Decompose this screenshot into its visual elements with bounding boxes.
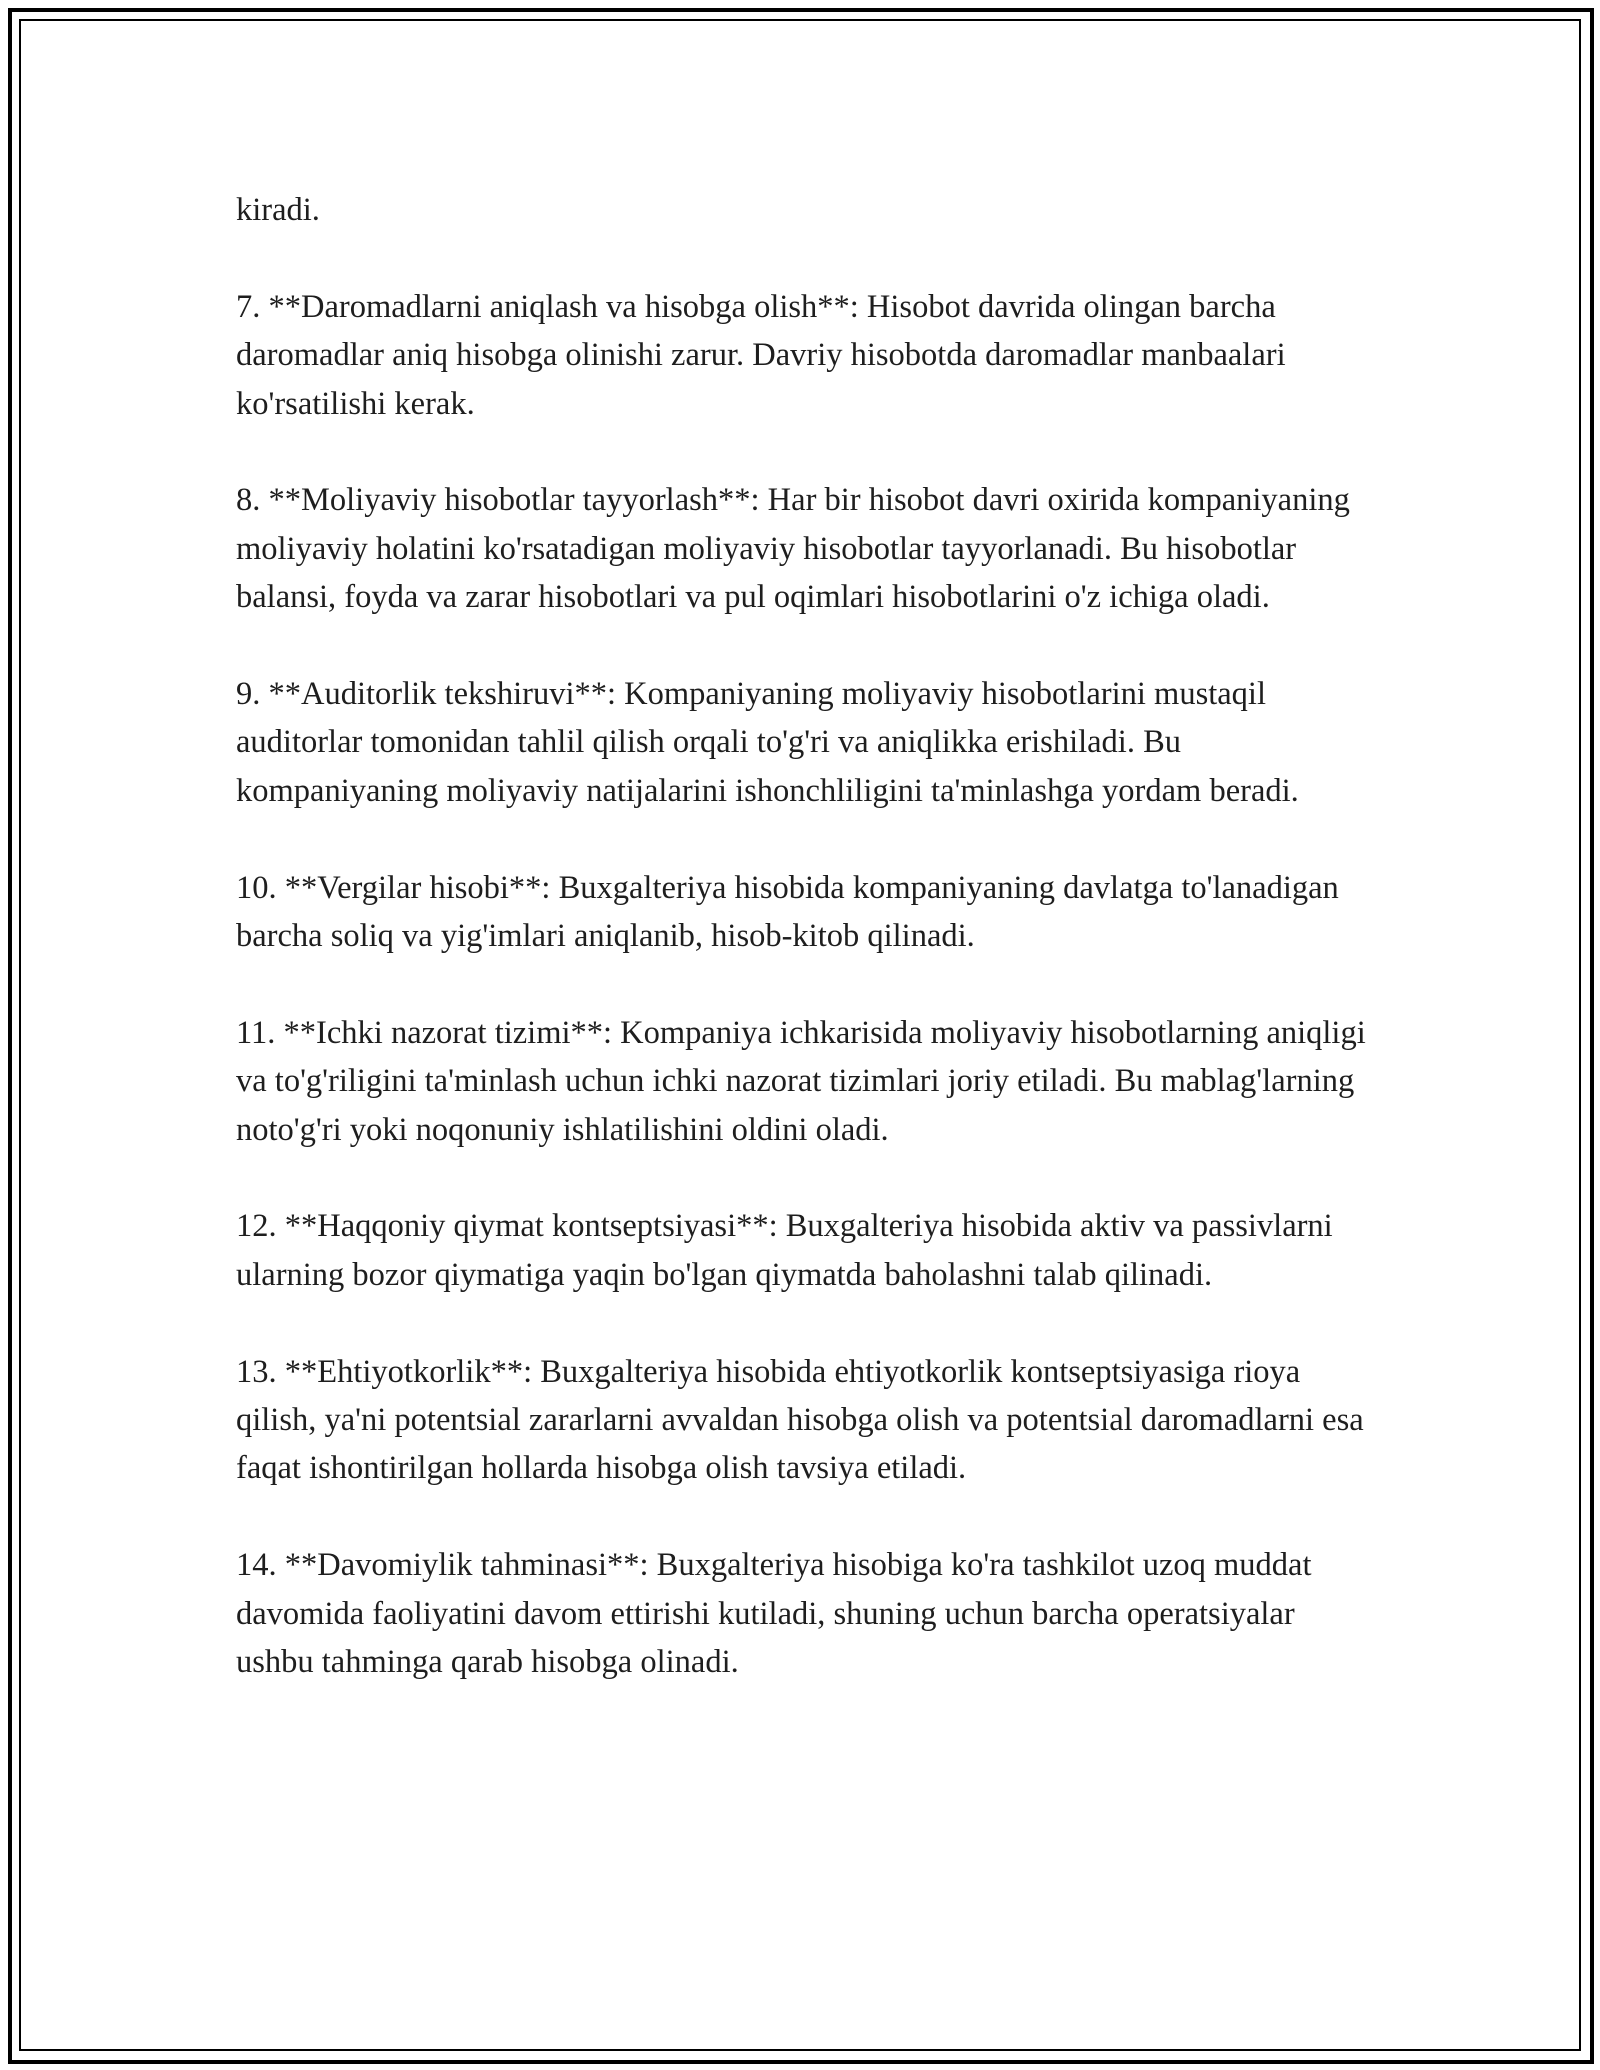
paragraph-item-7: 7. **Daromadlarni aniqlash va hisobga olish**: Hisobot davrida olingan barcha daromadlar aniq hisobga olinishi zarur. Davriy hisobotda daromadlar manbaalari ko'rsatilishi kerak. [236, 288, 1286, 422]
paragraph-item-14: 14. **Davomiylik tahminasi**: Buxgalteriya hisobiga ko'ra tashkilot uzoq muddat davomida faoliyatini davom ettirishi kutiladi, shuning uchun barcha operatsiyalar ushbu tahminga qarab hisobga olinadi. [236, 1547, 1312, 1681]
paragraph-item-8: 8. **Moliyaviy hisobotlar tayyorlash**: Har bir hisobot davri oxirida kompaniyaning moliyaviy holatini ko'rsatadigan moliyaviy hisobotlar tayyorlanadi. Bu hisobotlar balansi, foyda va zarar hisobotlari va pul oqimlari hisobotlarini o'z ichiga oladi. [236, 482, 1350, 616]
paragraph-item-13: 13. **Ehtiyotkorlik**: Buxgalteriya hisobida ehtiyotkorlik kontseptsiyasiga rioya qilish, ya'ni potentsial zararlarni avvaldan hisobga olish va potentsial daromadlarni esa faqat ishontirilgan hollarda hisobga olish tavsiya etiladi. [236, 1353, 1364, 1487]
paragraph-item-11: 11. **Ichki nazorat tizimi**: Kompaniya ichkarisida moliyaviy hisobotlarning aniqligi va to'g'riligini ta'minlash uchun ichki nazorat tizimlari joriy etiladi. Bu mablag'larning noto'g'ri yoki noqonuniy ishlatilishini oldini oladi. [236, 1014, 1366, 1148]
paragraph-continuation: kiradi. [236, 192, 320, 228]
paragraph-item-10: 10. **Vergilar hisobi**: Buxgalteriya hisobida kompaniyaning davlatga to'lanadigan barcha soliq va yig'imlari aniqlanib, hisob-kitob qilinadi. [236, 869, 1339, 955]
paragraph-item-12: 12. **Haqqoniy qiymat kontseptsiyasi**: Buxgalteriya hisobida aktiv va passivlarni ularning bozor qiymatiga yaqin bo'lgan qiymatda baholashni talab qilinadi. [236, 1208, 1333, 1293]
document-body [236, 186, 1376, 1686]
paragraph-item-9: 9. **Auditorlik tekshiruvi**: Kompaniyaning moliyaviy hisobotlarini mustaqil auditorlar tomonidan tahlil qilish orqali to'g'ri va aniqlikka erishiladi. Bu kompaniyaning moliyaviy natijalarini ishonchliligini ta'minlashga yordam beradi. [236, 676, 1299, 809]
